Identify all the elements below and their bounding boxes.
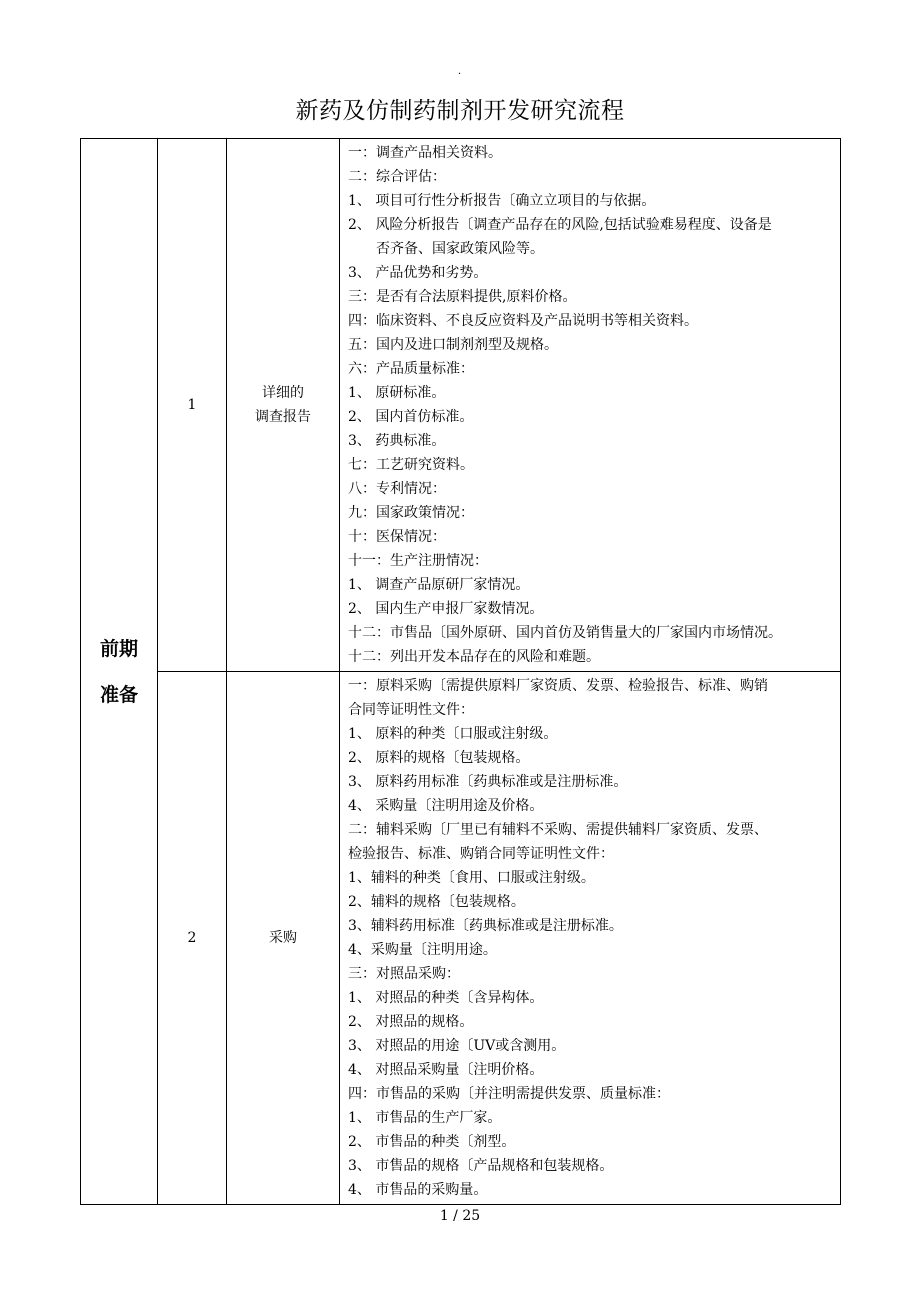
content-line: 2、 国内首仿标准。	[348, 409, 474, 425]
content-line: 2、 对照品的规格。	[348, 1014, 474, 1030]
content-line: 四：市售品的采购〔并注明需提供发票、质量标准：	[348, 1086, 670, 1102]
row-name-line1: 采购	[269, 930, 297, 946]
content-line: 4、 采购量〔注明用途及价格。	[348, 798, 544, 814]
row-name-line2: 调查报告	[255, 409, 311, 425]
row-number-cell: 2	[158, 672, 227, 1205]
content-line: 五：国内及进口制剂剂型及规格。	[348, 337, 558, 353]
row-content-cell	[340, 672, 841, 1205]
row-number-cell: 1	[158, 139, 227, 672]
page-title: 新药及仿制药制剂开发研究流程	[295, 98, 625, 124]
content-line: 一：调查产品相关资料。	[348, 145, 502, 161]
content-line: 十二：市售品〔国外原研、国内首仿及销售量大的厂家国内市场情况。	[348, 625, 782, 641]
content-line: 四：临床资料、不良反应资料及产品说明书等相关资料。	[348, 313, 698, 329]
content-line: 3、 市售品的规格〔产品规格和包装规格。	[348, 1158, 614, 1174]
content-line: 3、辅料药用标准〔药典标准或是注册标准。	[348, 918, 623, 934]
content-line: 三：是否有合法原料提供,原料价格。	[348, 289, 577, 305]
content-line: 3、 药典标准。	[348, 433, 446, 449]
content-line: 八：专利情况：	[348, 481, 446, 497]
content-line: 1、 原研标准。	[348, 385, 446, 401]
content-line: 1、 市售品的生产厂家。	[348, 1110, 502, 1126]
content-line: 3、 原料药用标准〔药典标准或是注册标准。	[348, 774, 628, 790]
content-line: 1、 原料的种类〔口服或注射级。	[348, 726, 558, 742]
phase-cell	[81, 139, 158, 1205]
content-line: 2、辅料的规格〔包装规格。	[348, 894, 525, 910]
content-line: 十：医保情况：	[348, 529, 446, 545]
row-name-cell	[227, 672, 340, 1205]
table-row	[81, 672, 841, 1205]
content-line: 七：工艺研究资料。	[348, 457, 474, 473]
content-line: 3、 产品优势和劣势。	[348, 265, 488, 281]
phase-label-line1: 前期	[99, 637, 138, 660]
content-line: 一：原料采购〔需提供原料厂家资质、发票、检验报告、标准、购销	[348, 678, 768, 694]
content-line: 2、 风险分析报告〔调查产品存在的风险,包括试验难易程度、设备是	[348, 217, 772, 233]
content-line: 2、 原料的规格〔包装规格。	[348, 750, 530, 766]
process-table	[80, 138, 841, 1205]
content-line: 1、 对照品的种类〔含异构体。	[348, 990, 544, 1006]
content-line: 3、 对照品的用途〔UV或含测用。	[348, 1038, 566, 1054]
content-line: 九：国家政策情况：	[348, 505, 474, 521]
page-number: 1 / 25	[439, 1208, 481, 1224]
content-line: 三：对照品采购：	[348, 966, 460, 982]
content-line: 否齐备、国家政策风险等。	[376, 241, 544, 257]
content-line: 检验报告、标准、购销合同等证明性文件：	[348, 846, 614, 862]
content-line: 1、辅料的种类〔食用、口服或注射级。	[348, 870, 595, 886]
content-line: 2、 市售品的种类〔剂型。	[348, 1134, 516, 1150]
content-line: 1、 项目可行性分析报告〔确立立项目的与依据。	[348, 193, 656, 209]
content-line: 二：综合评估：	[348, 169, 446, 185]
table-row	[81, 139, 841, 672]
content-line: 4、 对照品采购量〔注明价格。	[348, 1062, 544, 1078]
content-line: 4、 市售品的采购量。	[348, 1182, 488, 1198]
phase-label-line2: 准备	[99, 683, 138, 706]
content-line: 合同等证明性文件：	[348, 702, 474, 718]
row-name-line1: 详细的	[262, 385, 304, 401]
content-line: 1、 调查产品原研厂家情况。	[348, 577, 530, 593]
content-line: 十一：生产注册情况：	[348, 553, 488, 569]
content-line: 六：产品质量标准：	[348, 361, 474, 377]
content-line: 十二：列出开发本品存在的风险和难题。	[348, 649, 600, 665]
row-content-cell	[340, 139, 841, 672]
content-line: 二：辅料采购〔厂里已有辅料不采购、需提供辅料厂家资质、发票、	[348, 822, 768, 838]
row-name-cell	[227, 139, 340, 672]
content-line: 4、采购量〔注明用途。	[348, 942, 497, 958]
header-mark: ·	[458, 69, 462, 80]
content-line: 2、 国内生产申报厂家数情况。	[348, 601, 544, 617]
